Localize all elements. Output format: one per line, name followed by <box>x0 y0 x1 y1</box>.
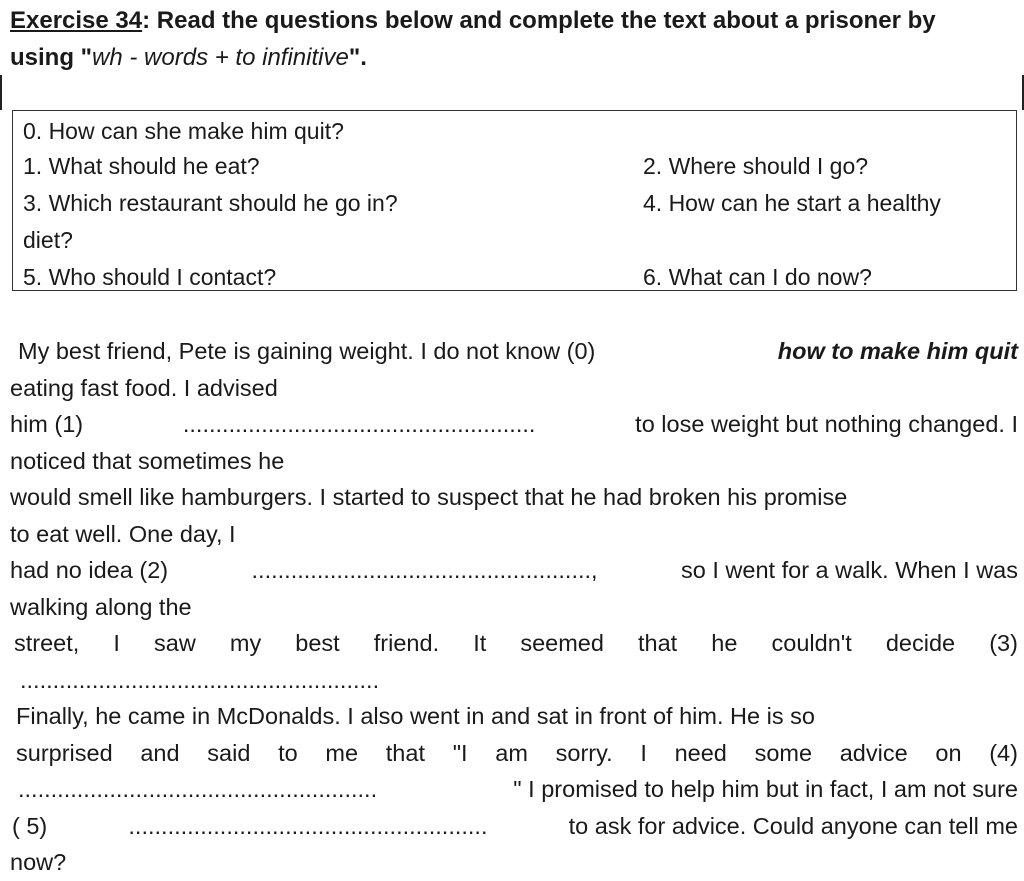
passage-line <box>10 406 1018 443</box>
passage-text: so I went for a walk. When I was <box>681 557 1018 583</box>
word: said <box>207 739 251 766</box>
passage-line: eating fast food. I advised <box>10 374 278 401</box>
question-5: 5. Who should I contact? <box>23 264 277 290</box>
exercise-number: Exercise 34 <box>10 7 143 34</box>
blank-5[interactable]: ....................................................... <box>128 812 488 839</box>
instruction-pre: using " <box>10 44 93 71</box>
word: I <box>640 739 647 766</box>
word: my <box>229 630 262 656</box>
instruction-italic: wh - words + to infinitive <box>92 44 349 71</box>
passage-line: noticed that sometimes he <box>10 447 285 474</box>
passage-line <box>10 333 1018 370</box>
questions-box <box>12 110 1017 291</box>
word: "I <box>452 739 468 766</box>
word: friend. <box>373 630 440 656</box>
word: saw <box>154 630 196 656</box>
passage-text: ( 5) <box>12 812 48 839</box>
blank-3[interactable]: ....................................................... <box>20 666 380 693</box>
word: best <box>295 630 340 656</box>
word: me <box>325 739 359 766</box>
passage-line <box>10 552 1018 589</box>
question-6: 6. What can I do now? <box>643 264 872 290</box>
passage-text: to ask for advice. Could anyone can tell me <box>568 812 1018 839</box>
blank-2[interactable]: ...................................................., <box>251 557 598 583</box>
word: that <box>638 630 678 656</box>
passage-line <box>10 771 1018 808</box>
passage-text: My best friend, Pete is gaining weight. I do not know (0) <box>18 338 596 364</box>
passage-text: " I promised to help him but in fact, I am not sure <box>513 776 1018 802</box>
exercise-instruction-line1: : Read the questions below and complete the text about a prisoner by <box>142 7 936 34</box>
word: (4) <box>989 739 1018 766</box>
word: decide <box>885 630 956 656</box>
passage-line <box>10 735 1018 772</box>
left-border-rule <box>0 75 2 110</box>
passage-line: to eat well. One day, I <box>10 520 236 547</box>
passage-line: Finally, he came in McDonalds. I also went in and sat in front of him. He is so <box>16 703 815 729</box>
passage-line <box>10 625 1018 662</box>
passage-line <box>10 662 1018 699</box>
passage-line: would smell like hamburgers. I started to suspect that he had broken his promise <box>10 484 848 510</box>
word: surprised <box>16 739 113 766</box>
question-4-cont: diet? <box>23 227 73 253</box>
passage-text: had no idea (2) <box>10 557 169 583</box>
question-0: 0. How can she make him quit? <box>23 118 344 144</box>
question-2: 2. Where should I go? <box>643 153 869 179</box>
passage-line: walking along the <box>10 593 192 620</box>
word: (3) <box>989 630 1018 656</box>
passage-line: now? <box>10 849 67 875</box>
question-3: 3. Which restaurant should he go in? <box>23 190 398 216</box>
word: advice <box>839 739 908 766</box>
example-answer: how to make him quit <box>777 338 1018 364</box>
blank-4[interactable]: ....................................................... <box>18 776 378 802</box>
passage <box>10 333 1018 881</box>
word: need <box>674 739 727 766</box>
question-4: 4. How can he start a healthy <box>643 190 941 216</box>
word: seemed <box>520 630 604 656</box>
word: am <box>495 739 528 766</box>
question-1: 1. What should he eat? <box>23 153 260 179</box>
word: he <box>711 630 738 656</box>
passage-line <box>10 808 1018 845</box>
word: It <box>473 630 487 656</box>
blank-1[interactable]: ...................................................... <box>182 411 536 437</box>
word: and <box>140 739 180 766</box>
passage-text: him (1) <box>10 411 84 437</box>
instruction-post: ". <box>348 44 367 71</box>
word: on <box>935 739 962 766</box>
passage-text: to lose weight but nothing changed. I <box>635 411 1018 437</box>
exercise-title <box>10 2 1020 76</box>
word: some <box>754 739 813 766</box>
word: that <box>385 739 425 766</box>
word: street, <box>14 630 80 656</box>
word: to <box>278 739 298 766</box>
word: sorry. <box>555 739 613 766</box>
word: I <box>113 630 120 656</box>
word: couldn't <box>771 630 852 656</box>
